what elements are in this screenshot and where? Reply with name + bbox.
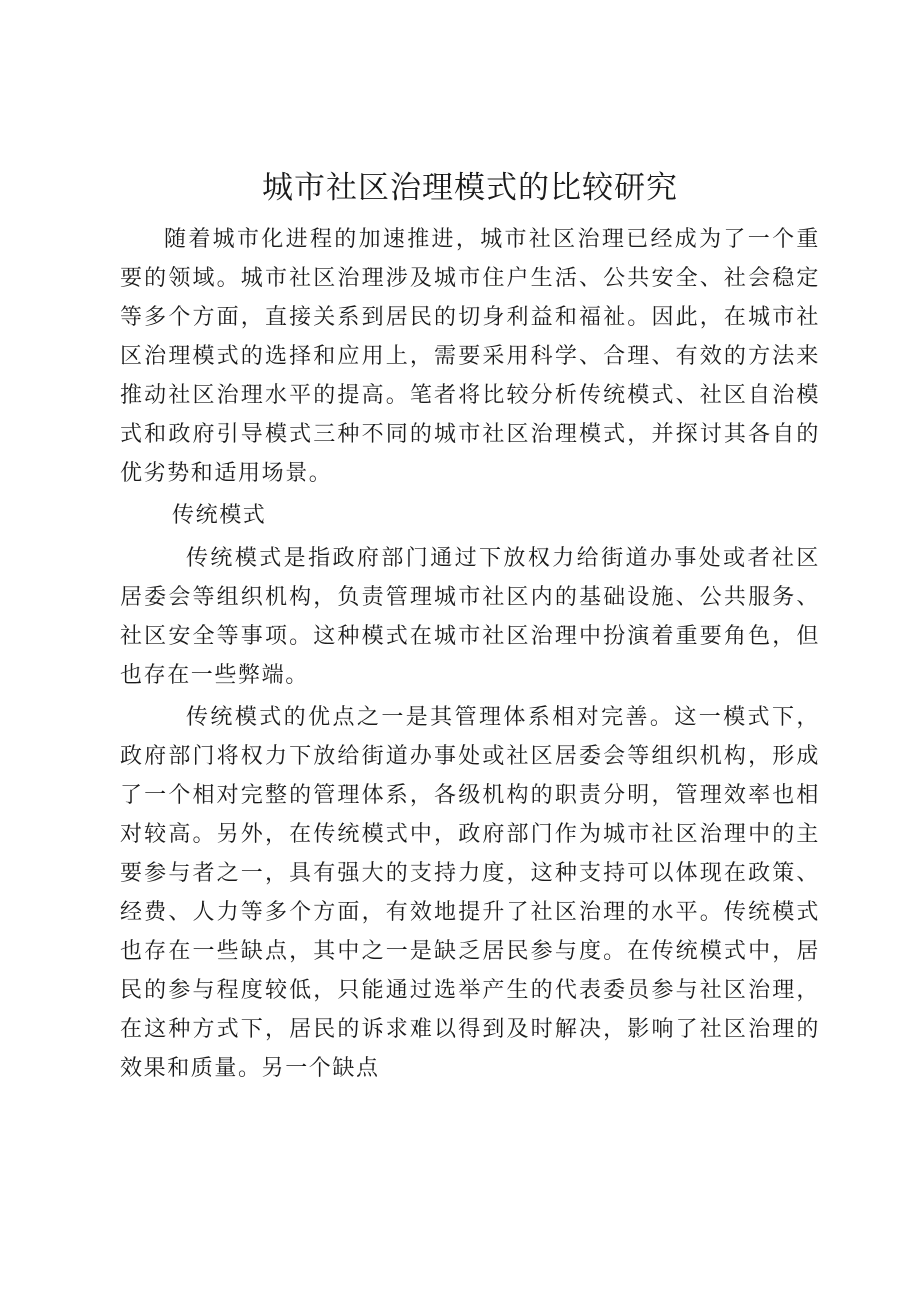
section-heading: 传统模式 (172, 503, 267, 528)
document-title: 城市社区治理模式的比较研究 (262, 170, 678, 206)
definition-paragraph: 传统模式是指政府部门通过下放权力给街道办事处或者社区居委会等组织机构，负责管理城市社区内的基础设施、公共服务、社区安全等事项。这种模式在城市社区治理中扮演着重要角色，但也存在一些弊端。 (120, 546, 820, 688)
intro-paragraph: 随着城市化进程的加速推进，城市社区治理已经成为了一个重要的领域。城市社区治理涉及城市住户生活、公共安全、社会稳定等多个方面，直接关系到居民的切身利益和福祉。因此，在城市社区治理模式的选择和应用上，需要采用科学、合理、有效的方法来推动社区治理水平的提高。笔者将比较分析传统模式、社区自治模式和政府引导模式三种不同的城市社区治理模式，并探讨其各自的优劣势和适用场景。 (120, 227, 820, 486)
document-page (120, 160, 820, 1091)
analysis-paragraph: 传统模式的优点之一是其管理体系相对完善。这一模式下，政府部门将权力下放给街道办事处或社区居委会等组织机构，形成了一个相对完整的管理体系，各级机构的职责分明，管理效率也相对较高。另外，在传统模式中，政府部门作为城市社区治理中的主要参与者之一，具有强大的支持力度，这种支持可以体现在政策、经费、人力等多个方面，有效地提升了社区治理的水平。传统模式也存在一些缺点，其中之一是缺乏居民参与度。在传统模式中，居民的参与程度较低，只能通过选举产生的代表委员参与社区治理，在这种方式下，居民的诉求难以得到及时解决，影响了社区治理的效果和质量。另一个缺点 (120, 705, 820, 1081)
